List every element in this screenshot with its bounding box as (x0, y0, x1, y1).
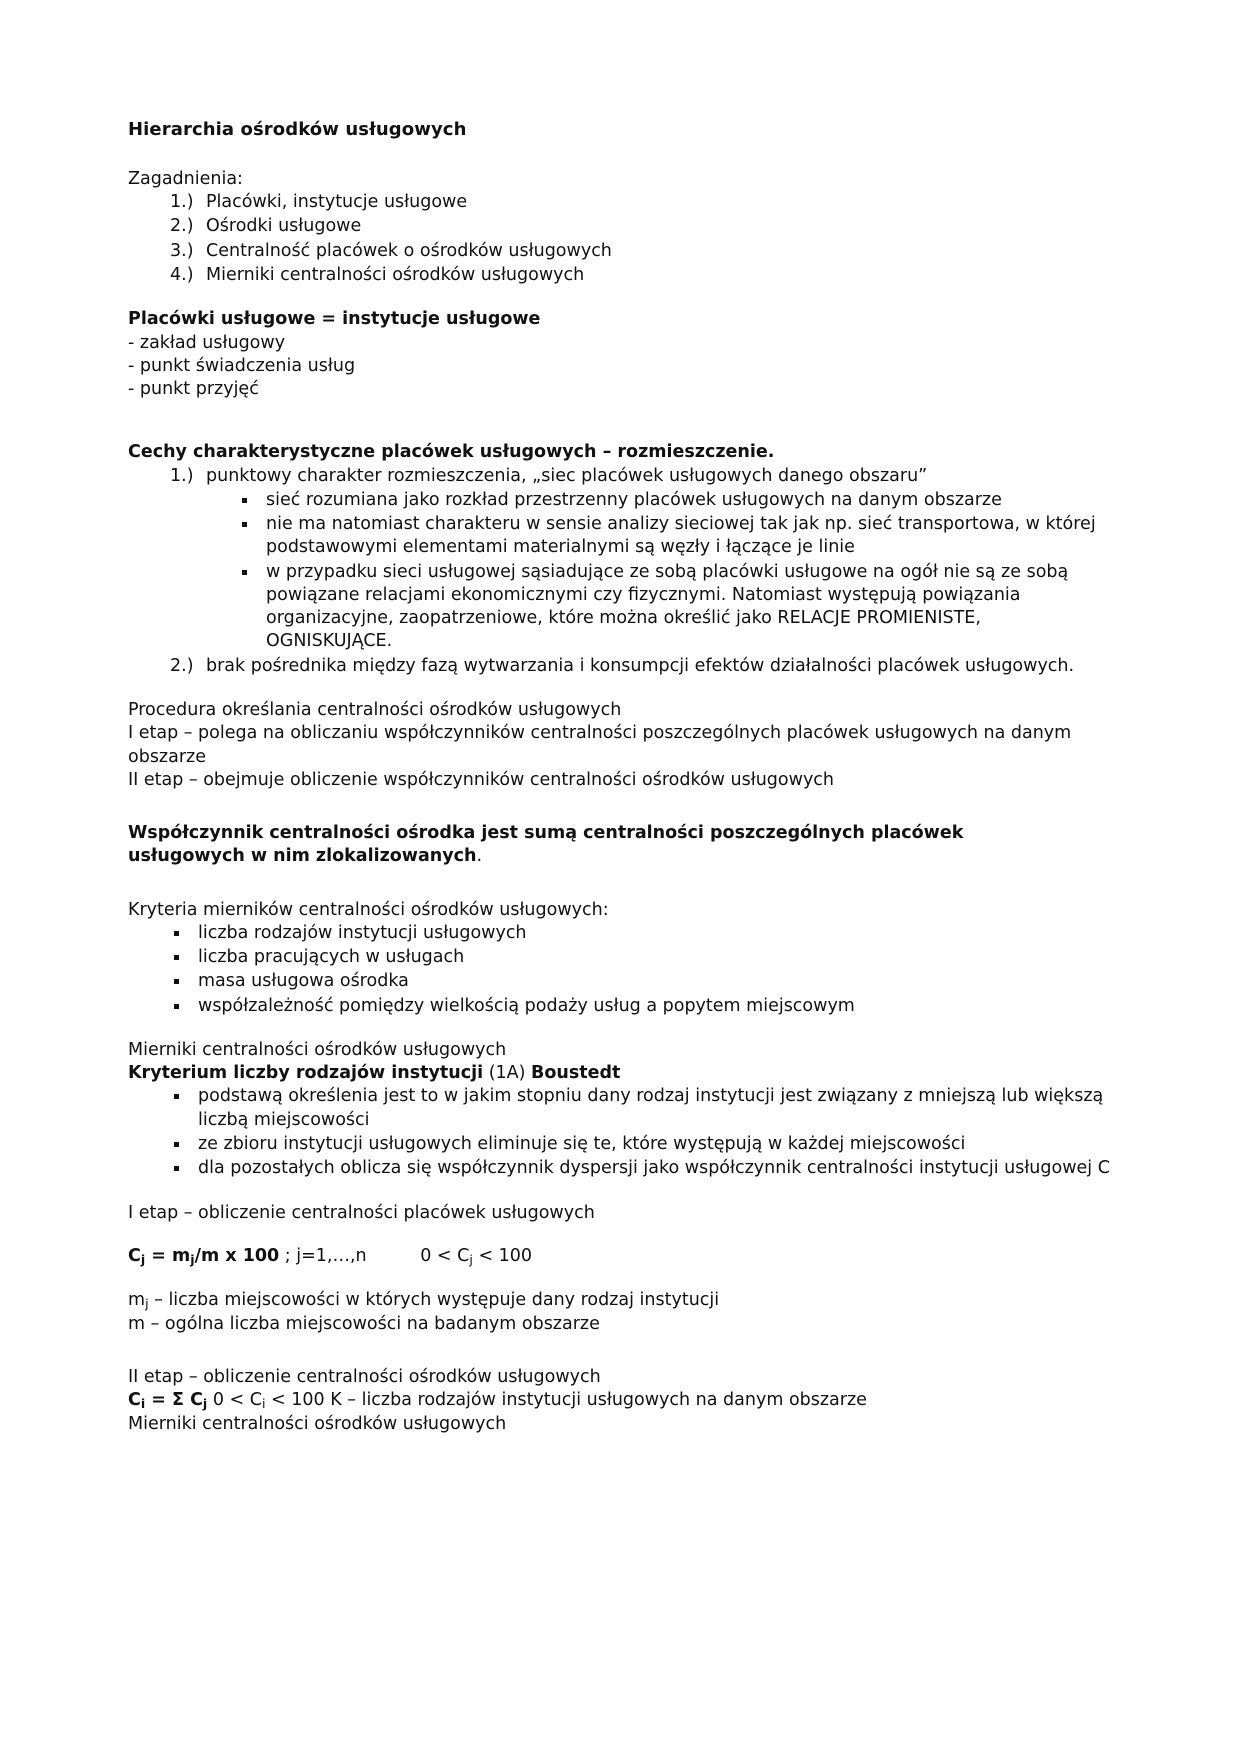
measures-list (128, 1085, 1112, 1180)
list-text: Placówki, instytucje usługowe (206, 192, 468, 213)
document-body (128, 118, 1112, 1436)
list-item (170, 240, 1112, 263)
formula-symbol-c: C (128, 1390, 141, 1411)
coefficient-heading-rest: . (476, 846, 483, 867)
procedure-line-2: I etap – polega na obliczaniu współczynników centralności poszczególnych placówek usługowych na danym obszarze (128, 723, 1072, 767)
stage1-line: I etap – obliczenie centralności placówek usługowych (128, 1202, 595, 1223)
facilities-item: - zakład usługowy (128, 332, 286, 353)
list-text: punktowy charakter rozmieszczenia, „siec placówek usługowych danego obszaru” (206, 465, 928, 486)
list-item (170, 264, 1112, 287)
final-line: Mierniki centralności ośrodków usługowych (128, 1413, 507, 1434)
list-item: ze zbioru instytucji usługowych eliminuje się te, które występują w każdej miejscowości (170, 1133, 1112, 1156)
facilities-heading: Placówki usługowe = instytucje usługowe (128, 309, 541, 330)
stage2-line: II etap – obliczenie centralności ośrodków usługowych (128, 1366, 601, 1387)
formula-range-b: < 100 (472, 1245, 533, 1266)
list-number: 4.) (170, 265, 194, 285)
list-item: dla pozostałych oblicza się współczynnik dyspersji jako współczynnik centralności instytucji usługowej C (170, 1157, 1112, 1180)
list-item (170, 191, 1112, 214)
list-number: 3.) (170, 240, 194, 261)
facilities-item: - punkt świadczenia usług (128, 355, 356, 376)
procedure-line-3: II etap – obejmuje obliczenie współczynników centralności ośrodków usługowych (128, 769, 835, 790)
list-number: 2.) (170, 216, 194, 237)
formula-sum: = Σ C (145, 1390, 203, 1411)
formula-ci (128, 1389, 1112, 1413)
formula-range-subscript: j (469, 1251, 473, 1267)
definition-mj-subscript: j (145, 1295, 149, 1311)
measures-heading-normal: (1A) (483, 1063, 532, 1084)
list-number: 2.) (170, 655, 194, 676)
measures-heading-bold-1: Kryterium liczby rodzajów instytucji (128, 1063, 484, 1084)
measures-heading (128, 1062, 1112, 1085)
features-heading: Cechy charakterystyczne placówek usługowych – rozmieszczenie. (128, 442, 775, 463)
formula-cj (128, 1245, 1112, 1269)
formula-subscript-j: j (202, 1396, 208, 1412)
list-item: podstawą określenia jest to w jakim stopniu dany rodzaj instytucji jest związany z mniejszą lub większą liczbą miejscowości (170, 1085, 1112, 1132)
list-item: nie ma natomiast charakteru w sensie analizy sieciowej tak jak np. sieć transportowa, w której podstawowymi elementami materialnymi są węzły i łączące je linie (238, 513, 1112, 560)
formula-range-a: 0 < C (420, 1245, 470, 1266)
features-list (128, 465, 1112, 488)
list-number: 1.) (170, 465, 194, 486)
list-item (170, 655, 1112, 678)
list-item (170, 215, 1112, 238)
list-item: współzależność pomiędzy wielkością podaży usług a popytem miejscowym (170, 995, 1112, 1018)
definition-mj-text: – liczba miejscowości w których występuje dany rodzaj instytucji (148, 1289, 720, 1310)
definition-m: m – ogólna liczba miejscowości na badanym obszarze (128, 1313, 600, 1334)
page-title: Hierarchia ośrodków usługowych (128, 119, 467, 140)
procedure-line-1: Procedura określania centralności ośrodków usługowych (128, 699, 622, 720)
criteria-label: Kryteria mierników centralności ośrodków usługowych: (128, 899, 609, 920)
formula-tail: ; j=1,…,n (279, 1245, 367, 1266)
coefficient-heading-line-2 (128, 845, 1112, 868)
measures-line: Mierniki centralności ośrodków usługowych (128, 1039, 507, 1060)
formula-ci-tail: K – liczba rodzajów instytucji usługowych na danym obszarze (330, 1390, 867, 1411)
formula-ci-range-a: 0 < C (207, 1390, 262, 1411)
definition-mj (128, 1289, 1112, 1313)
criteria-list (128, 922, 1112, 1018)
formula-subscript-j: j (140, 1251, 146, 1267)
formula-rest: /m x 100 (194, 1245, 280, 1266)
list-item (170, 465, 1112, 488)
list-item: masa usługowa ośrodka (170, 970, 1112, 993)
list-item: liczba rodzajów instytucji usługowych (170, 922, 1112, 945)
topics-list (128, 191, 1112, 287)
coefficient-heading-bold: usługowych w nim zlokalizowanych (128, 846, 477, 867)
formula-equals: = m (145, 1245, 191, 1266)
list-text: Ośrodki usługowe (206, 216, 362, 237)
formula-ci-main (128, 1390, 207, 1410)
facilities-item: - punkt przyjęć (128, 379, 259, 400)
formula-subscript-i: i (140, 1396, 146, 1412)
definition-mj-symbol: m (128, 1289, 146, 1310)
measures-heading-bold-2: Boustedt (531, 1063, 621, 1084)
formula-ci-range-b: < 100 (265, 1390, 331, 1411)
list-item: w przypadku sieci usługowej sąsiadujące ze sobą placówki usługowe na ogół nie są ze sobą powiązane relacjami ekonomicznymi czy fizycznymi. Natomiast występują powiązania organizacyjne, zaopatrzeniowe, które można określić jako RELACJE PROMIENISTE, OGNISKUJĄCE. (238, 561, 1112, 654)
list-item: liczba pracujących w usługach (170, 946, 1112, 969)
formula-symbol-c: C (128, 1245, 141, 1266)
list-text: Mierniki centralności ośrodków usługowych (206, 265, 585, 285)
coefficient-heading-line-1: Współczynnik centralności ośrodka jest sumą centralności poszczególnych placówek (128, 823, 964, 844)
formula-subscript-j2: j (190, 1251, 195, 1267)
topics-label: Zagadnienia: (128, 168, 243, 189)
list-item: sieć rozumiana jako rozkład przestrzenny placówek usługowych na danym obszarze (238, 489, 1112, 512)
features-list-continued (128, 655, 1112, 678)
list-text: Centralność placówek o ośrodków usługowych (206, 240, 612, 261)
list-text: brak pośrednika między fazą wytwarzania i konsumpcji efektów działalności placówek usługowych. (206, 655, 1075, 676)
list-number: 1.) (170, 192, 194, 213)
features-sublist (128, 489, 1112, 654)
formula-ci-range-subscript: i (261, 1396, 266, 1412)
formula-main (128, 1246, 279, 1266)
